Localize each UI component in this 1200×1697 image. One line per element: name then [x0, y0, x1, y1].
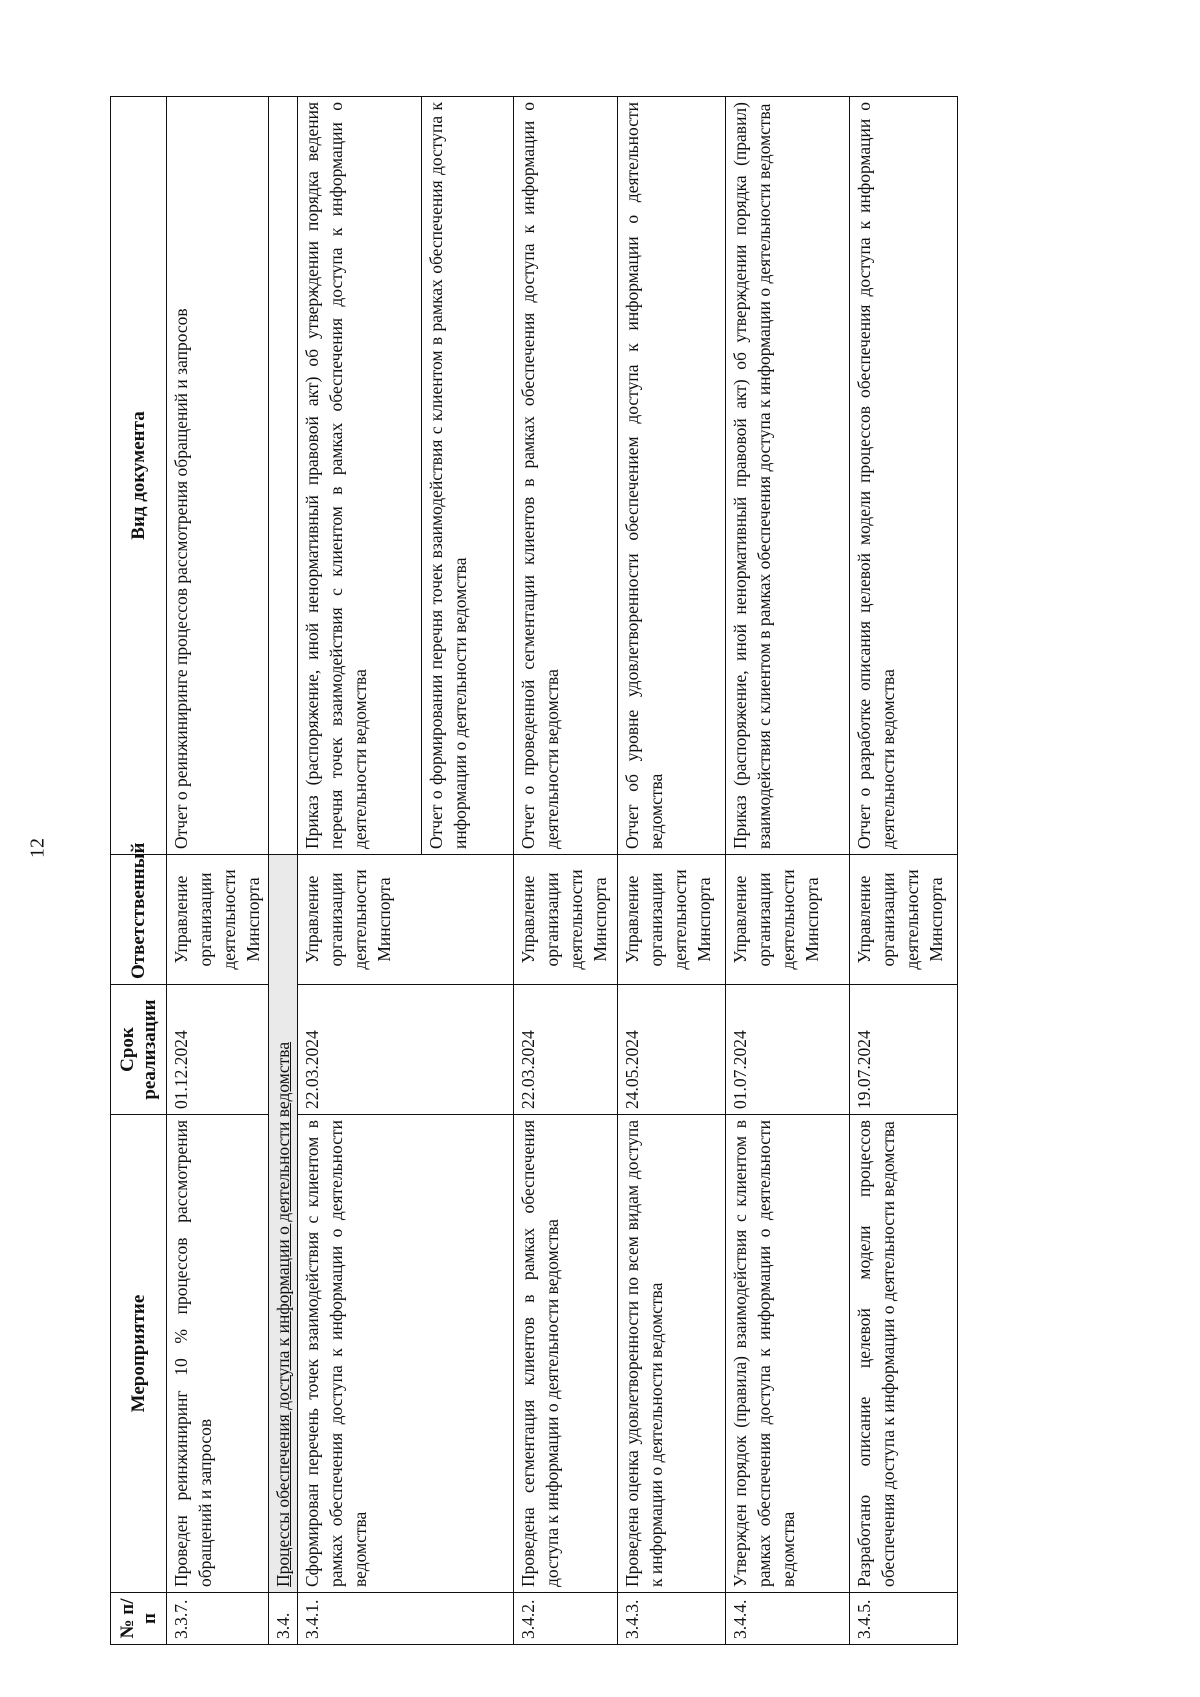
header-event: Мероприятие [111, 1115, 167, 1593]
table-row [617, 97, 725, 1645]
row-deadline: 01.12.2024 [167, 985, 269, 1115]
row-doc-type: Отчет о разработке описания целевой модели процессов обеспечения доступа к информации о деятельности ведомства [849, 97, 957, 855]
row-doc-type: Отчет об уровне удовлетворенности обеспечением доступа к информации о деятельности ведомства [617, 97, 725, 855]
row-number: 3.4.3. [617, 1593, 725, 1645]
plan-table [110, 96, 958, 1645]
header-deadline: Срок реализации [111, 985, 167, 1115]
row-doc-type: Приказ (распоряжение, иной ненормативный правовой акт) об утверждении порядка ведения перечня точек взаимодействия с клиентом в рамках обеспечения доступа к информации о деятельности ведомства [297, 97, 421, 855]
row-number: 3.4.4. [725, 1593, 849, 1645]
row-event: Утвержден порядок (правила) взаимодействия с клиентом в рамках обеспечения доступа к информации о деятельности ведомства [725, 1115, 849, 1593]
row-deadline: 22.03.2024 [513, 985, 617, 1115]
table-row [849, 97, 957, 1645]
table-row [725, 97, 849, 1645]
row-deadline: 24.05.2024 [617, 985, 725, 1115]
row-responsible: Управление организации деятельности Минспорта [167, 855, 269, 985]
rotated-table-wrapper [110, 97, 1055, 1645]
row-event: Сформирован перечень точек взаимодействия с клиентом в рамках обеспечения доступа к информации о деятельности ведомства [297, 1115, 513, 1593]
row-responsible: Управление организации деятельности Минспорта [513, 855, 617, 985]
table-row [167, 97, 269, 1645]
row-responsible: Управление организации деятельности Минспорта [725, 855, 849, 985]
page-number: 12 [26, 838, 49, 858]
section-title: Процессы обеспечения доступа к информации о деятельности ведомства [268, 855, 297, 1593]
row-responsible: Управление организации деятельности Минспорта [297, 855, 513, 985]
row-doc-type: Приказ (распоряжение, иной ненормативный правовой акт) об утверждении порядка (правил) взаимодействия с клиентом в рамках обеспечения доступа к информации о деятельности ведомства [725, 97, 849, 855]
header-responsible: Ответственный [111, 855, 167, 985]
row-number: 3.3.7. [167, 1593, 269, 1645]
table-row [513, 97, 617, 1645]
row-number: 3.4.2. [513, 1593, 617, 1645]
row-event: Проведена оценка удовлетворенности по всем видам доступа к информации о деятельности ведомства [617, 1115, 725, 1593]
row-event: Проведен реинжиниринг 10 % процессов рассмотрения обращений и запросов [167, 1115, 269, 1593]
section-row [268, 97, 297, 1645]
row-deadline: 22.03.2024 [297, 985, 513, 1115]
row-doc-type: Отчет о формировании перечня точек взаимодействия с клиентом в рамках обеспечения доступа к информации о деятельности ведомства [421, 97, 513, 855]
row-doc-type: Отчет о реинжиниринге процессов рассмотрения обращений и запросов [167, 97, 269, 855]
row-deadline: 01.07.2024 [725, 985, 849, 1115]
row-number: 3.4.5. [849, 1593, 957, 1645]
row-event: Проведена сегментация клиентов в рамках обеспечения доступа к информации о деятельности ведомства [513, 1115, 617, 1593]
section-empty-cell [268, 97, 297, 855]
table-row [297, 97, 421, 1645]
row-doc-type: Отчет о проведенной сегментации клиентов в рамках обеспечения доступа к информации о деятельности ведомства [513, 97, 617, 855]
header-doc-type: Вид документа [111, 97, 167, 855]
row-responsible: Управление организации деятельности Минспорта [617, 855, 725, 985]
row-responsible: Управление организации деятельности Минспорта [849, 855, 957, 985]
row-event: Разработано описание целевой модели процессов обеспечения доступа к информации о деятельности ведомства [849, 1115, 957, 1593]
row-deadline: 19.07.2024 [849, 985, 957, 1115]
table-header-row [111, 97, 167, 1645]
header-num: № п/п [111, 1593, 167, 1645]
row-number: 3.4.1. [297, 1593, 513, 1645]
section-number: 3.4. [268, 1593, 297, 1645]
